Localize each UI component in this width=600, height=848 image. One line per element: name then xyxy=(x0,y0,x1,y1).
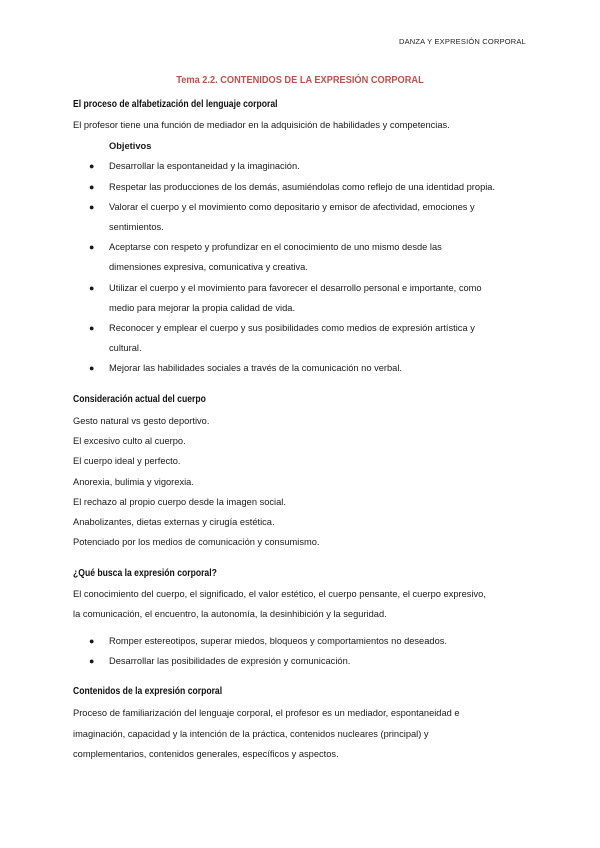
section-heading-contenidos: Contenidos de la expresión corporal xyxy=(73,686,223,697)
paragraph-line: Gesto natural vs gesto deportivo. xyxy=(73,416,210,426)
bullet-dot: ● xyxy=(89,202,95,212)
list-item: Mejorar las habilidades sociales a través de la comunicación no verbal. xyxy=(109,363,403,373)
paragraph-line: El rechazo al propio cuerpo desde la imagen social. xyxy=(73,497,286,507)
paragraph-line: Anabolizantes, dietas externas y cirugía estética. xyxy=(73,517,275,527)
bullet-dot: ● xyxy=(89,656,95,666)
list-item-continuation: medio para mejorar la propia calidad de vida. xyxy=(109,303,296,313)
objectives-label: Objetivos xyxy=(109,141,152,151)
section-heading-consideracion: Consideración actual del cuerpo xyxy=(73,394,206,405)
bullet-dot: ● xyxy=(89,363,95,373)
paragraph-line: Anorexia, bulimia y vigorexia. xyxy=(73,477,194,487)
page-header: DANZA Y EXPRESIÓN CORPORAL xyxy=(398,37,526,46)
bullet-dot: ● xyxy=(89,182,95,192)
paragraph-line: Potenciado por los medios de comunicación y consumismo. xyxy=(73,537,320,547)
paragraph-line: El excesivo culto al cuerpo. xyxy=(73,436,186,446)
list-item: Desarrollar las posibilidades de expresión y comunicación. xyxy=(109,656,351,666)
paragraph-line: Proceso de familiarización del lenguaje corporal, el profesor es un mediador, espontaneidad e xyxy=(73,708,460,718)
section-heading-alfabetizacion: El proceso de alfabetización del lenguaje corporal xyxy=(73,99,278,110)
list-item: Desarrollar la espontaneidad y la imaginación. xyxy=(109,161,300,171)
bullet-dot: ● xyxy=(89,161,95,171)
list-item: Romper estereotipos, superar miedos, bloqueos y comportamientos no deseados. xyxy=(109,636,447,646)
list-item: Reconocer y emplear el cuerpo y sus posibilidades como medios de expresión artística y xyxy=(109,323,475,333)
list-item: Aceptarse con respeto y profundizar en el conocimiento de uno mismo desde las xyxy=(109,242,442,252)
paragraph-line: El conocimiento del cuerpo, el significado, el valor estético, el cuerpo pensante, el cuerpo expresivo, xyxy=(73,589,486,599)
bullet-dot: ● xyxy=(89,242,95,252)
list-item: Respetar las producciones de los demás, asumiéndolas como reflejo de una identidad propia. xyxy=(109,182,496,192)
paragraph: El profesor tiene una función de mediador en la adquisición de habilidades y competencias. xyxy=(73,120,450,130)
list-item-continuation: sentimientos. xyxy=(109,222,164,232)
paragraph-line: imaginación, capacidad y la intención de la práctica, contenidos nucleares (principal) y xyxy=(73,729,429,739)
list-item: Utilizar el cuerpo y el movimiento para favorecer el desarrollo personal e importante, como xyxy=(109,283,482,293)
bullet-dot: ● xyxy=(89,283,95,293)
paragraph-line: El cuerpo ideal y perfecto. xyxy=(73,456,181,466)
bullet-dot: ● xyxy=(89,636,95,646)
list-item-continuation: dimensiones expresiva, comunicativa y creativa. xyxy=(109,262,308,272)
list-item: Valorar el cuerpo y el movimiento como depositario y emisor de afectividad, emociones y xyxy=(109,202,475,212)
paragraph-line: complementarios, contenidos generales, específicos y aspectos. xyxy=(73,749,339,759)
list-item-continuation: cultural. xyxy=(109,343,142,353)
paragraph-line: la comunicación, el encuentro, la autonomía, la desinhibición y la seguridad. xyxy=(73,609,387,619)
section-heading-que-busca: ¿Qué busca la expresión corporal? xyxy=(73,568,217,579)
page-title: Tema 2.2. CONTENIDOS DE LA EXPRESIÓN CORPORAL xyxy=(176,74,424,86)
bullet-dot: ● xyxy=(89,323,95,333)
